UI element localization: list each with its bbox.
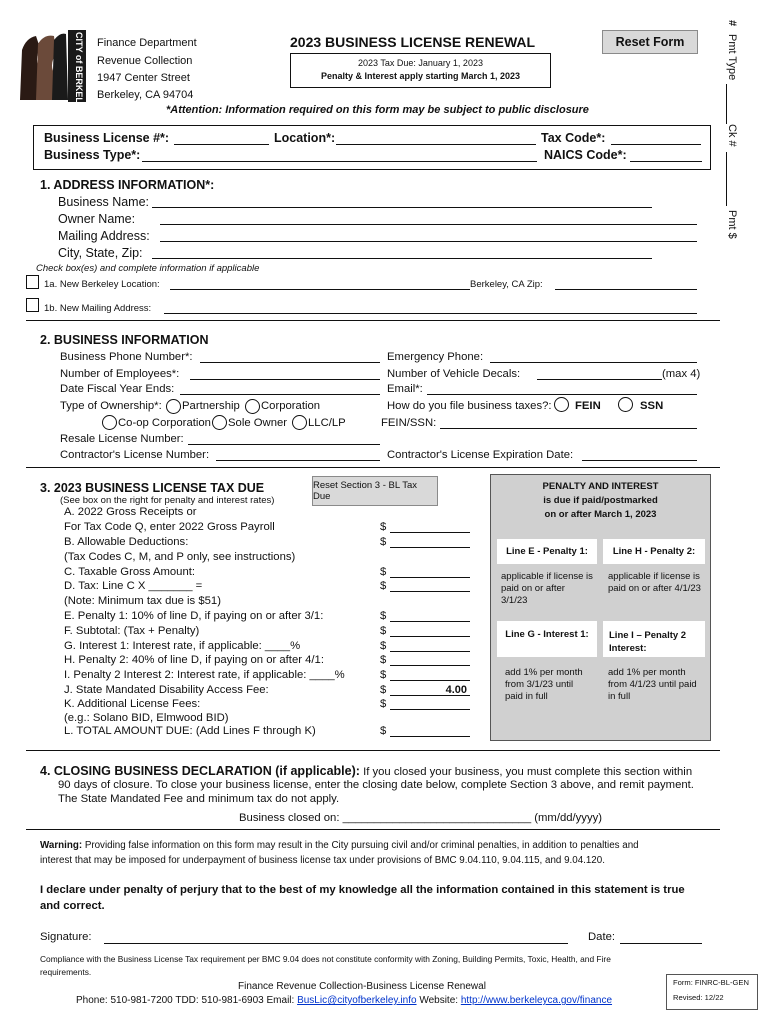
city-state-zip-field[interactable]: [152, 258, 652, 259]
mailing-address-label: Mailing Address:: [58, 229, 150, 243]
vehicle-decals-field[interactable]: [537, 379, 662, 380]
section1-divider: [26, 320, 720, 321]
compliance-line2: requirements.: [40, 967, 92, 977]
business-phone-field[interactable]: [200, 362, 380, 363]
section4-divider: [26, 829, 720, 830]
tax-code-label: Tax Code*:: [541, 131, 606, 145]
fiscal-year-field[interactable]: [180, 394, 380, 395]
mailing-address-field[interactable]: [160, 241, 697, 242]
line-a-cont: For Tax Code Q, enter 2022 Gross Payroll: [64, 521, 275, 533]
amount-f-field[interactable]: [390, 625, 470, 637]
resale-license-label: Resale License Number:: [60, 433, 184, 445]
line-k-note: (e.g.: Solano BID, Elmwood BID): [64, 712, 229, 724]
line-h: H. Penalty 2: 40% of line D, if paying on or after 4/1:: [64, 654, 324, 666]
declaration-line1: I declare under penalty of perjury that to the best of my knowledge all the information contained in this statement is true: [40, 884, 685, 896]
line-c: C. Taxable Gross Amount:: [64, 566, 196, 578]
business-name-label: Business Name:: [58, 195, 150, 209]
penalty-line-h-desc: applicable if license is paid on or after 4/1/23: [608, 571, 701, 594]
line-b: B. Allowable Deductions:: [64, 536, 189, 548]
owner-name-field[interactable]: [160, 224, 697, 225]
footer-email-link[interactable]: BusLic@cityofberkeley.info: [297, 995, 417, 1006]
section3-subnote: (See box on the right for penalty and interest rates): [60, 495, 275, 506]
license-number-label: Business License #*:: [44, 131, 170, 145]
attention-notice: *Attention: Information required on this form may be subject to public disclosure: [166, 104, 589, 116]
penalty-line-e-desc: applicable if license is paid on or after 3/1/23: [501, 571, 593, 606]
dollar-d: $: [380, 580, 387, 592]
tax-due-box: [290, 53, 551, 88]
dept-line-2: Revenue Collection: [97, 55, 193, 67]
section3-divider: [26, 750, 720, 751]
new-mailing-field[interactable]: [164, 313, 697, 314]
amount-g-field[interactable]: [390, 640, 470, 652]
section2-heading: 2. BUSINESS INFORMATION: [40, 333, 209, 347]
footer-website-label: Website:: [416, 995, 459, 1006]
dollar-e: $: [380, 610, 387, 622]
line-g: G. Interest 1: Interest rate, if applicable: ____%: [64, 640, 301, 652]
license-box: [33, 125, 711, 170]
line-a: A. 2022 Gross Receipts or: [64, 506, 197, 518]
employees-label: Number of Employees*:: [60, 368, 180, 380]
office-use-strip: [722, 20, 744, 260]
signature-field[interactable]: [104, 943, 568, 944]
pmt-label: Pmt $: [726, 210, 738, 239]
dollar-g: $: [380, 640, 387, 652]
interest-line-g-cell: [497, 621, 597, 657]
naics-label: NAICS Code*:: [544, 148, 627, 162]
line-j: J. State Mandated Disability Access Fee:: [64, 684, 269, 696]
line-b-cont: (Tax Codes C, M, and P only, see instructions): [64, 551, 296, 563]
interest-line-i-desc: add 1% per month from 4/1/23 until paid in full: [608, 667, 697, 702]
dollar-l: $: [380, 725, 387, 737]
new-mailing-label: 1b. New Mailing Address:: [44, 303, 152, 314]
form-id-box: [666, 974, 758, 1010]
warning-text1: Providing false information on this form may result in the City pursuing civil and/or criminal penalties, in addition to penalties and: [82, 840, 639, 851]
footer-title: Finance Revenue Collection-Business License Renewal: [238, 981, 486, 992]
ssn-label: SSN: [640, 400, 664, 412]
ck-label: Ck #: [726, 124, 738, 147]
city-state-zip-label: City, State, Zip:: [58, 246, 143, 260]
line-e: E. Penalty 1: 10% of line D, if paying on or after 3/1:: [64, 610, 324, 622]
contractor-license-field[interactable]: [216, 460, 380, 461]
penalty-line-e-cell: [497, 539, 597, 564]
email-label: Email*:: [387, 383, 423, 395]
interest-line-i: Line I – Penalty 2 Interest:: [609, 630, 687, 654]
contractor-license-label: Contractor's License Number:: [60, 449, 210, 461]
hash-label: #: [726, 20, 738, 27]
partnership-radio[interactable]: [166, 399, 181, 414]
dollar-j: $: [380, 684, 387, 696]
sole-owner-radio[interactable]: [212, 415, 227, 430]
dollar-k: $: [380, 698, 387, 710]
tax-code-field[interactable]: [611, 144, 701, 145]
footer-phone: Phone: 510-981-7200 TDD: 510-981-6903 Email:: [76, 995, 295, 1006]
amount-i-field[interactable]: [390, 669, 470, 681]
disability-fee-value[interactable]: 4.00: [390, 684, 470, 696]
naics-field[interactable]: [630, 161, 702, 162]
partnership-label: Partnership: [182, 400, 240, 412]
business-type-label: Business Type*:: [44, 148, 141, 162]
license-number-field[interactable]: [174, 144, 269, 145]
section2-divider: [26, 467, 720, 468]
date-label: Date:: [588, 931, 616, 943]
penalty-box-sub2: on or after March 1, 2023: [544, 509, 657, 520]
dept-line-1: Finance Department: [97, 37, 197, 49]
section1-heading: 1. ADDRESS INFORMATION*:: [40, 178, 215, 192]
dollar-b: $: [380, 536, 387, 548]
resale-license-field[interactable]: [188, 444, 380, 445]
warning-line1: [40, 840, 639, 851]
line-l: L. TOTAL AMOUNT DUE: (Add Lines F through K): [64, 725, 316, 737]
fein-ssn-label: FEIN/SSN:: [381, 417, 437, 429]
section4-text3: The State Mandated Fee and minimum tax do not apply.: [58, 793, 340, 805]
location-field[interactable]: [336, 144, 536, 145]
declaration-line2: and correct.: [40, 900, 105, 912]
llc-label: LLC/LP: [308, 417, 346, 429]
interest-line-i-cell: [603, 621, 705, 657]
dollar-a: $: [380, 521, 387, 533]
tax-due-date: 2023 Tax Due: January 1, 2023: [358, 58, 483, 68]
business-closed-on[interactable]: Business closed on: ______________________________ (mm/dd/yyyy): [239, 812, 603, 824]
logo-text: CITY of BERKELEY: [74, 32, 84, 115]
new-location-zip-field[interactable]: [555, 289, 697, 290]
signature-label: Signature:: [40, 931, 92, 943]
line-k: K. Additional License Fees:: [64, 698, 201, 710]
interest-line-g: Line G - Interest 1:: [505, 629, 589, 640]
line-f: F. Subtotal: (Tax + Penalty): [64, 625, 200, 637]
corporation-radio[interactable]: [245, 399, 260, 414]
reset-form-button[interactable]: Reset Form: [602, 30, 698, 54]
coop-label: Co-op Corporation: [118, 417, 211, 429]
contractor-expiration-label: Contractor's License Expiration Date:: [387, 449, 574, 461]
dollar-i: $: [380, 669, 387, 681]
coop-radio[interactable]: [102, 415, 117, 430]
dollar-h: $: [380, 654, 387, 666]
line-d: D. Tax: Line C X _______ =: [64, 580, 203, 592]
line-d-note: (Note: Minimum tax due is $51): [64, 595, 221, 607]
city-logo: [18, 30, 86, 115]
amount-h-field[interactable]: [390, 654, 470, 666]
footer-contact: [76, 995, 612, 1006]
dollar-c: $: [380, 566, 387, 578]
business-type-field[interactable]: [142, 161, 537, 162]
corporation-label: Corporation: [261, 400, 321, 412]
employees-field[interactable]: [190, 379, 380, 380]
fiscal-year-label: Date Fiscal Year Ends:: [60, 383, 175, 395]
footer-website-link[interactable]: http://www.berkeleyca.gov/finance: [460, 995, 613, 1006]
file-taxes-label: How do you file business taxes?:: [387, 400, 552, 412]
check-box-note: Check box(es) and complete information if applicable: [36, 263, 260, 274]
llc-radio[interactable]: [292, 415, 307, 430]
total-amount-field[interactable]: [390, 725, 470, 737]
section3-heading: 3. 2023 BUSINESS LICENSE TAX DUE: [40, 481, 265, 495]
interest-line-g-desc: add 1% per month from 3/1/23 until paid in full: [505, 667, 583, 702]
penalty-interest-box: [490, 474, 711, 741]
compliance-line1: Compliance with the Business License Tax requirement per BMC 9.04 does not constitute conformity with Zoning, Building Permits, Toxic, Health, and Fire: [40, 954, 611, 964]
fein-radio[interactable]: [554, 397, 569, 412]
reset-section3-button[interactable]: Reset Section 3 - BL Tax Due: [312, 476, 438, 506]
dollar-f: $: [380, 625, 387, 637]
warning-label: Warning:: [40, 840, 83, 851]
new-location-checkbox[interactable]: [26, 275, 39, 289]
pmt-type-label: Pmt Type: [726, 34, 738, 81]
dept-line-3: 1947 Center Street: [97, 72, 190, 84]
dept-line-4: Berkeley, CA 94704: [97, 89, 194, 101]
form-title: 2023 BUSINESS LICENSE RENEWAL: [290, 34, 536, 50]
amount-b-field[interactable]: [390, 536, 470, 548]
date-field[interactable]: [620, 943, 702, 944]
section4-text1: If you closed your business, you must complete this section within: [359, 766, 693, 778]
section4-line1: [40, 764, 692, 778]
penalty-line-h-cell: [603, 539, 705, 564]
amount-c-field[interactable]: [390, 566, 470, 578]
penalty-box-title: PENALTY AND INTEREST: [542, 481, 659, 492]
penalty-line-h: Line H - Penalty 2:: [612, 546, 696, 557]
location-label: Location*:: [274, 131, 336, 145]
vehicle-decals-label: Number of Vehicle Decals:: [387, 368, 521, 380]
business-phone-label: Business Phone Number*:: [60, 351, 193, 363]
warning-text2: interest that may be imposed for underpayment of business license tax under provisions of BMC 9.04.110, 9.04.115, and 9.04.120.: [40, 855, 605, 866]
amount-d-field[interactable]: [390, 580, 470, 592]
penalty-start: Penalty & Interest apply starting March 1, 2023: [320, 71, 521, 81]
emergency-phone-field[interactable]: [490, 362, 697, 363]
form-revised: Revised: 12/22: [673, 993, 724, 1002]
contractor-expiration-field[interactable]: [582, 460, 697, 461]
fein-label: FEIN: [575, 400, 601, 412]
penalty-box-sub1: is due if paid/postmarked: [543, 495, 658, 506]
new-location-label: 1a. New Berkeley Location:: [44, 279, 160, 290]
fein-ssn-field[interactable]: [440, 428, 697, 429]
penalty-line-e: Line E - Penalty 1:: [506, 546, 588, 557]
new-mailing-checkbox[interactable]: [26, 298, 39, 312]
new-location-field[interactable]: [170, 289, 470, 290]
sole-owner-label: Sole Owner: [228, 417, 288, 429]
owner-name-label: Owner Name:: [58, 212, 136, 226]
email-field[interactable]: [427, 394, 697, 395]
emergency-phone-label: Emergency Phone:: [387, 351, 484, 363]
ownership-label: Type of Ownership*:: [60, 400, 162, 412]
berkeley-zip-label: Berkeley, CA Zip:: [470, 279, 543, 290]
form-id: Form: FINRC-BL-GEN: [673, 978, 749, 987]
amount-e-field[interactable]: [390, 610, 470, 622]
line-i: I. Penalty 2 Interest 2: Interest rate, if applicable: ____%: [64, 669, 345, 681]
max-decals-note: (max 4): [662, 368, 701, 380]
amount-a-field[interactable]: [390, 521, 470, 533]
section4-text2: 90 days of closure. To close your business license, enter the closing date below, complete Section 3 above, and remit payment.: [58, 779, 694, 791]
section4-heading: 4. CLOSING BUSINESS DECLARATION (if applicable):: [40, 764, 360, 778]
business-name-field[interactable]: [152, 207, 652, 208]
amount-k-field[interactable]: [390, 698, 470, 710]
ssn-radio[interactable]: [618, 397, 633, 412]
